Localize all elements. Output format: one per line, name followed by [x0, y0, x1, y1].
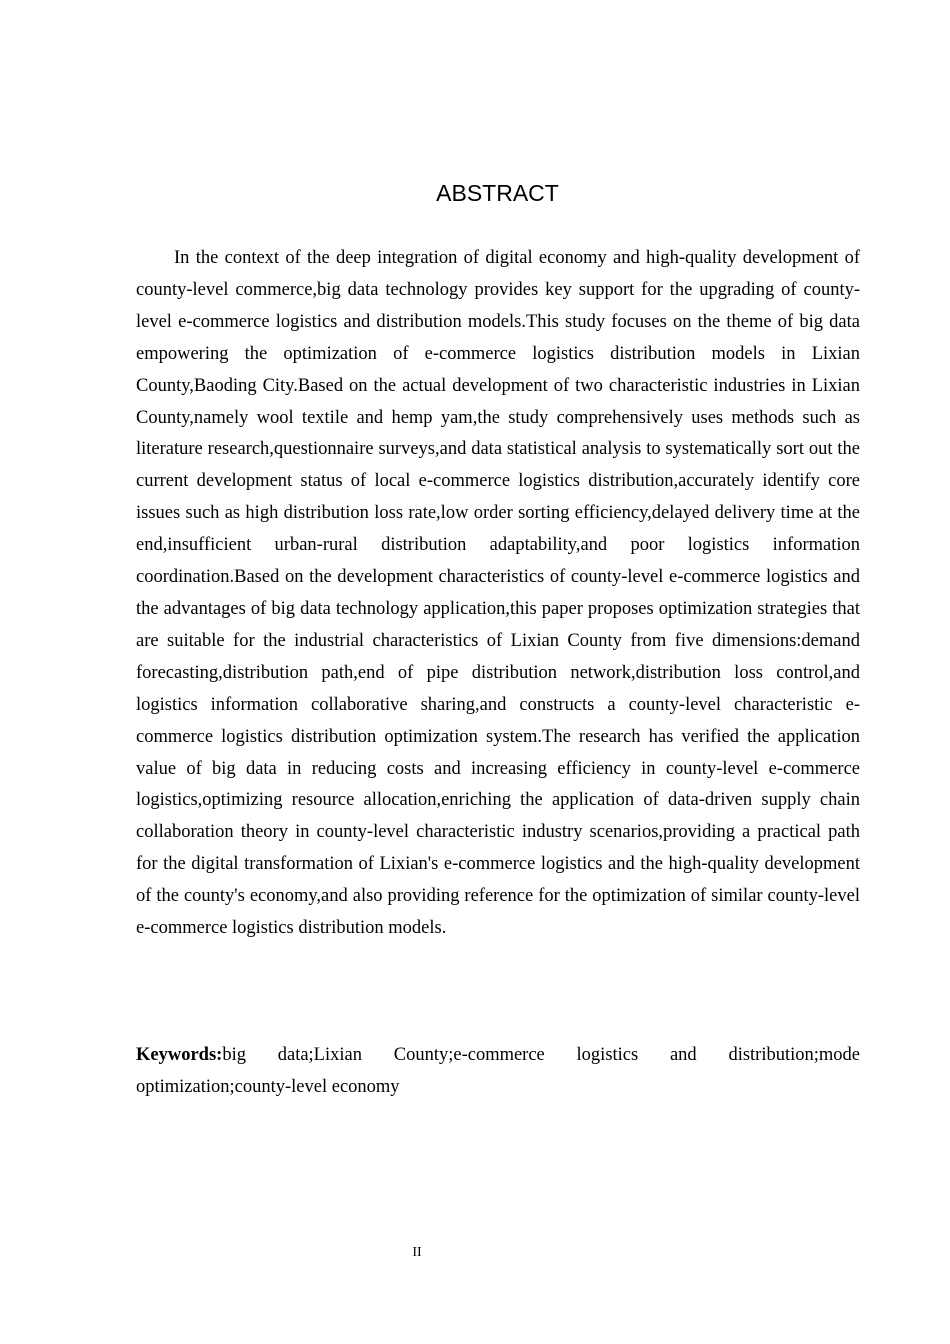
keywords-line	[136, 1040, 860, 1104]
abstract-title: ABSTRACT	[436, 180, 559, 206]
keywords-label: Keywords:	[136, 1045, 223, 1065]
keywords-list: big data;Lixian County;e-commerce logistics and distribution;mode optimization;county-level economy	[136, 1045, 860, 1097]
page-number: II	[412, 1245, 422, 1260]
abstract-body: In the context of the deep integration of digital economy and high-quality development of county-level commerce,big data technology provides key support for the upgrading of county-level e-commerce logistics and distribution models.This study focuses on the theme of big data empowering the optimization of e-commerce logistics distribution models in Lixian County,Baoding City.Based on the actual development of two characteristic industries in Lixian County,namely wool textile and hemp yam,the study comprehensively uses methods such as literature research,questionnaire surveys,and data statistical analysis to systematically sort out the current development status of local e-commerce logistics distribution,accurately identify core issues such as high distribution loss rate,low order sorting efficiency,delayed delivery time at the end,insufficient urban-rural distribution adaptability,and poor logistics information coordination.Based on the development characteristics of county-level e-commerce logistics and the advantages of big data technology application,this paper proposes optimization strategies that are suitable for the industrial characteristics of Lixian County from five dimensions:demand forecasting,distribution path,end of pipe distribution network,distribution loss control,and logistics information collaborative sharing,and constructs a county-level characteristic e-commerce logistics distribution optimization system.The research has verified the application value of big data in reducing costs and increasing efficiency in county-level e-commerce logistics,optimizing resource allocation,enriching the application of data-driven supply chain collaboration theory in county-level characteristic industry scenarios,providing a practical path for the digital transformation of Lixian's e-commerce logistics and the high-quality development of the county's economy,and also providing reference for the optimization of similar county-level e-commerce logistics distribution models.	[136, 248, 860, 939]
